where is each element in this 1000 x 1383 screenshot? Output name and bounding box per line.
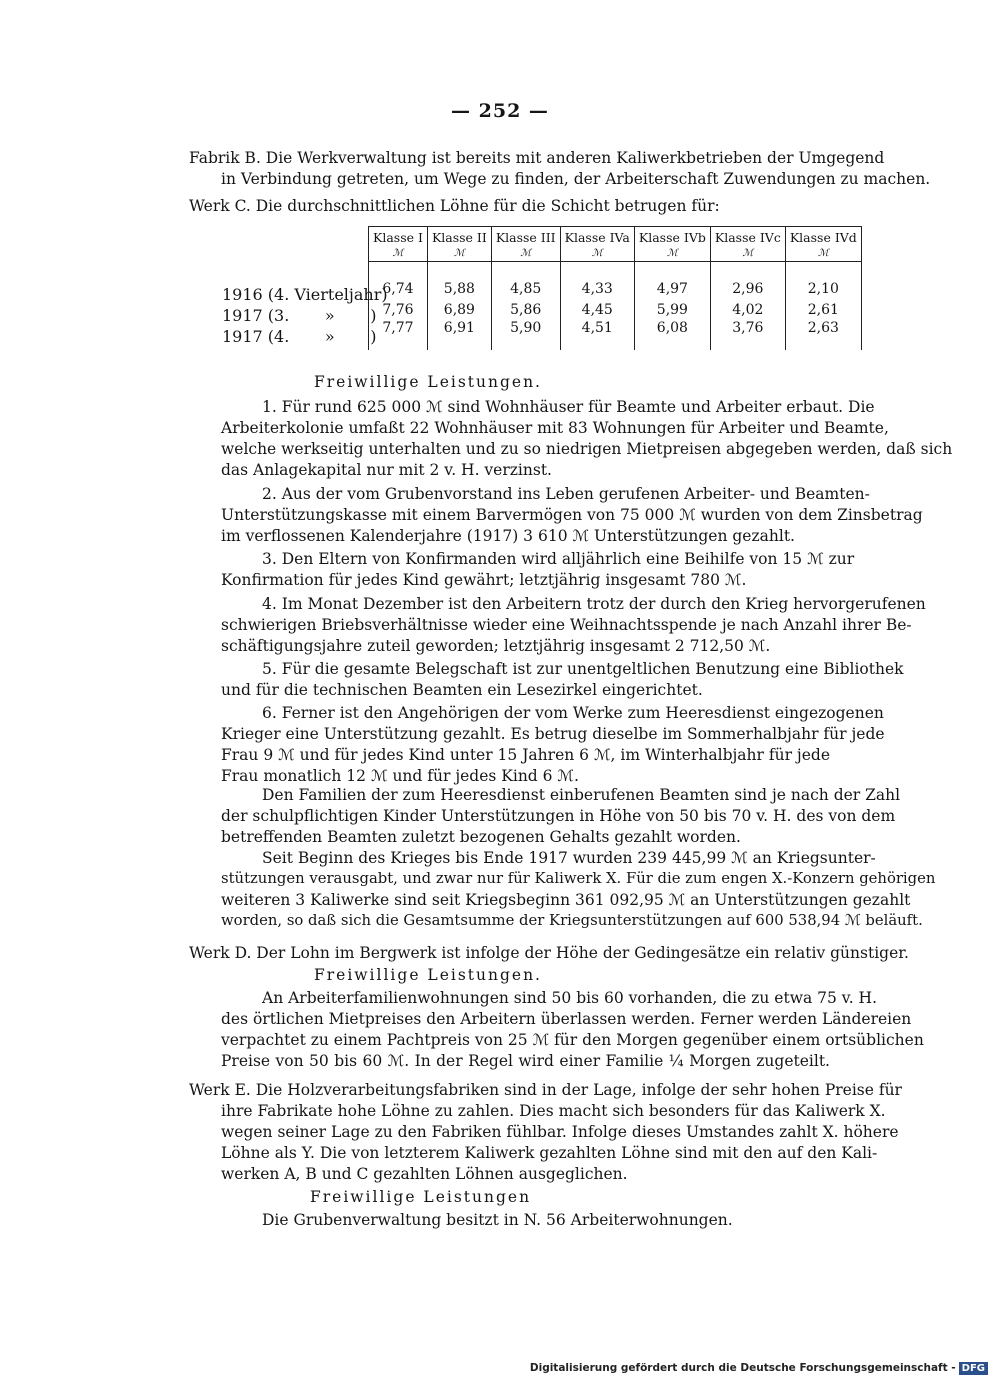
paragraph-line: Löhne als Y. Die von letzterem Kaliwerk gezahlten Löhne sind mit den auf den Kali- (221, 1144, 878, 1162)
wage-table (368, 226, 862, 350)
digitization-footer (530, 1362, 988, 1375)
paragraph-line: welche werkseitig unterhalten und zu so niedrigen Mietpreisen abgegeben werden, daß sich (221, 440, 953, 458)
paragraph-line: Konfirmation für jedes Kind gewährt; letztjährig insgesamt 780 ℳ. (221, 571, 747, 589)
paragraph-line: 4. Im Monat Dezember ist den Arbeitern trotz der durch den Krieg hervorgerufenen (262, 595, 926, 613)
table-cell: 4,33 (560, 278, 634, 299)
paragraph-line: Frau monatlich 12 ℳ und für jedes Kind 6 ℳ. (221, 767, 579, 785)
paragraph-line: Seit Beginn des Krieges bis Ende 1917 wurden 239 445,99 ℳ an Kriegsunter- (262, 849, 876, 867)
table-cell: 2,96 (710, 278, 785, 299)
table-cell: 7,76 (369, 299, 428, 320)
column-header: Klasse IVa ℳ (560, 227, 634, 262)
fabrik-b-line-2: in Verbindung getreten, um Wege zu finden, der Arbeiterschaft Zuwendungen zu machen. (221, 170, 931, 188)
table-cell: 4,51 (560, 320, 634, 350)
table-cell: 6,89 (427, 299, 491, 320)
paragraph-line: 3. Den Eltern von Konfirmanden wird alljährlich eine Beihilfe von 15 ℳ zur (262, 550, 855, 568)
column-header: Klasse I ℳ (369, 227, 428, 262)
table-cell: 2,10 (785, 278, 861, 299)
column-header: Klasse IVd ℳ (785, 227, 861, 262)
paragraph-line: weiteren 3 Kaliwerke sind seit Kriegsbeginn 361 092,95 ℳ an Unterstützungen gezahlt (221, 891, 911, 909)
paragraph-line: der schulpflichtigen Kinder Unterstützungen in Höhe von 50 bis 70 v. H. des von dem (221, 807, 896, 825)
table-cell: 4,85 (491, 278, 560, 299)
paragraph-line: 1. Für rund 625 000 ℳ sind Wohnhäuser für Beamte und Arbeiter erbaut. Die (262, 398, 875, 416)
paragraph-line: und für die technischen Beamten ein Lesezirkel eingerichtet. (221, 681, 703, 699)
table-cell: 2,61 (785, 299, 861, 320)
table-cell: 4,97 (634, 278, 710, 299)
table-cell: 4,02 (710, 299, 785, 320)
paragraph-line: Die Grubenverwaltung besitzt in N. 56 Arbeiterwohnungen. (262, 1211, 733, 1229)
footer-text: Digitalisierung gefördert durch die Deutsche Forschungsgemeinschaft - (529, 1362, 956, 1374)
table-cell: 5,99 (634, 299, 710, 320)
paragraph-line: werken A, B und C gezahlten Löhnen ausgeglichen. (221, 1165, 628, 1183)
table-cell: 6,74 (369, 278, 428, 299)
column-header: Klasse II ℳ (427, 227, 491, 262)
paragraph-line: An Arbeiterfamilienwohnungen sind 50 bis 60 vorhanden, die zu etwa 75 v. H. (262, 989, 878, 1007)
wage-table-header-row (369, 227, 862, 262)
table-cell: 4,45 (560, 299, 634, 320)
paragraph-line: das Anlagekapital nur mit 2 v. H. verzinst. (221, 461, 552, 479)
table-cell: 6,08 (634, 320, 710, 350)
werk-d-intro: Werk D. Der Lohn im Bergwerk ist infolge der Höhe der Gedingesätze ein relativ günstiger. (189, 944, 909, 962)
paragraph-line: Den Familien der zum Heeresdienst einberufenen Beamten sind je nach der Zahl (262, 786, 901, 804)
paragraph-line: 6. Ferner ist den Angehörigen der vom Werke zum Heeresdienst eingezogenen (262, 704, 884, 722)
werk-e-line-1: Werk E. Die Holzverarbeitungsfabriken sind in der Lage, infolge der sehr hohen Preise für (189, 1081, 902, 1099)
table-cell: 5,90 (491, 320, 560, 350)
table-row (369, 320, 862, 350)
table-cell: 2,63 (785, 320, 861, 350)
section-heading-werk-d: Freiwillige Leistungen. (314, 966, 542, 984)
fabrik-b-line-1: Fabrik B. Die Werkverwaltung ist bereits mit anderen Kaliwerkbetrieben der Umgegend (189, 149, 885, 167)
table-cell: 3,76 (710, 320, 785, 350)
paragraph-line: Preise von 50 bis 60 ℳ. In der Regel wird einer Familie ¼ Morgen zugeteilt. (221, 1052, 830, 1070)
section-heading-werk-e: Freiwillige Leistungen (310, 1188, 532, 1206)
paragraph-line: wegen seiner Lage zu den Fabriken fühlbar. Infolge dieses Umstandes zahlt X. höhere (221, 1123, 899, 1141)
table-cell: 6,91 (427, 320, 491, 350)
paragraph-line: betreffenden Beamten zuletzt bezogenen Gehalts gezahlt worden. (221, 828, 741, 846)
dfg-logo: DFG (959, 1362, 988, 1375)
paragraph-line: schwierigen Briebsverhältnisse wieder eine Weihnachtsspende je nach Anzahl ihrer Be- (221, 616, 912, 634)
page-number: — 252 — (451, 100, 549, 122)
row-label: 1917 (3. » ) (222, 306, 377, 325)
paragraph-line: des örtlichen Mietpreises den Arbeitern überlassen werden. Ferner werden Ländereien (221, 1010, 912, 1028)
werk-c-intro: Werk C. Die durchschnittlichen Löhne für die Schicht betrugen für: (189, 197, 720, 215)
paragraph-line: ihre Fabrikate hohe Löhne zu zahlen. Dies macht sich besonders für das Kaliwerk X. (221, 1102, 886, 1120)
column-header: Klasse IVb ℳ (634, 227, 710, 262)
paragraph-line: Arbeiterkolonie umfaßt 22 Wohnhäuser mit 83 Wohnungen für Arbeiter und Beamte, (221, 419, 889, 437)
table-row (369, 278, 862, 299)
paragraph-line: im verflossenen Kalenderjahre (1917) 3 610 ℳ Unterstützungen gezahlt. (221, 527, 795, 545)
column-header: Klasse IVc ℳ (710, 227, 785, 262)
table-row (369, 299, 862, 320)
row-label: 1917 (4. » ) (222, 327, 377, 346)
paragraph-line: Unterstützungskasse mit einem Barvermögen von 75 000 ℳ wurden von dem Zinsbetrag (221, 506, 923, 524)
paragraph-line: 2. Aus der vom Grubenvorstand ins Leben gerufenen Arbeiter- und Beamten- (262, 485, 870, 503)
paragraph-line: Frau 9 ℳ und für jedes Kind unter 15 Jahren 6 ℳ, im Winterhalbjahr für jede (221, 746, 830, 764)
paragraph-line: stützungen verausgabt, und zwar nur für Kaliwerk X. Für die zum engen X.-Konzern gehörigen (221, 870, 936, 887)
paragraph-line: 5. Für die gesamte Belegschaft ist zur unentgeltlichen Benutzung eine Bibliothek (262, 660, 904, 678)
paragraph-line: verpachtet zu einem Pachtpreis von 25 ℳ für den Morgen gegenüber einem ortsüblichen (221, 1031, 924, 1049)
paragraph-line: Krieger eine Unterstützung gezahlt. Es betrug dieselbe im Sommerhalbjahr für jede (221, 725, 885, 743)
row-label: 1916 (4. Vierteljahr) (222, 285, 388, 304)
column-header: Klasse III ℳ (491, 227, 560, 262)
paragraph-line: schäftigungsjahre zuteil geworden; letztjährig insgesamt 2 712,50 ℳ. (221, 637, 771, 655)
table-cell: 5,88 (427, 278, 491, 299)
section-heading-werk-c: Freiwillige Leistungen. (314, 373, 542, 391)
table-cell: 5,86 (491, 299, 560, 320)
paragraph-line: worden, so daß sich die Gesamtsumme der Kriegsunterstützungen auf 600 538,94 ℳ beläuft. (221, 912, 923, 929)
table-cell: 7,77 (369, 320, 428, 350)
